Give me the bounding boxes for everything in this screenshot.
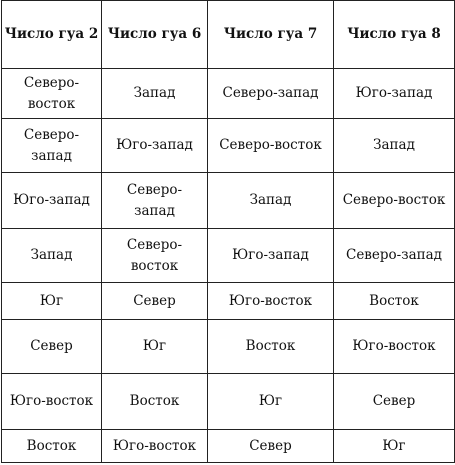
table-cell: [208, 229, 334, 283]
cell-text: Юг: [142, 338, 167, 354]
table-cell: [334, 69, 455, 119]
table-row: [2, 283, 455, 320]
cell-text: Юго-запад: [232, 247, 309, 263]
table-cell: [102, 320, 208, 374]
header-row: [2, 1, 455, 69]
table-cell: [2, 320, 102, 374]
cell-text: Юго-восток: [9, 393, 94, 409]
cell-text: Юго-запад: [116, 137, 193, 153]
table-cell: [2, 430, 102, 463]
table-row: [2, 69, 455, 119]
table-row: [2, 229, 455, 283]
header-cell: Число гуа 7: [208, 1, 334, 69]
cell-text: Северо-запад: [222, 85, 319, 101]
table-cell: [208, 69, 334, 119]
cell-text: Восток: [245, 338, 296, 354]
cell-text: Юго-запад: [355, 85, 433, 101]
table-cell: [2, 119, 102, 173]
cell-text: Северо-восток: [219, 137, 322, 153]
cell-text: Север: [372, 393, 416, 409]
table-cell: [208, 320, 334, 374]
cell-text: Север: [133, 292, 176, 309]
cell-text: Северо-запад: [345, 247, 442, 263]
cell-text: Север: [30, 338, 73, 354]
table-cell: [334, 374, 455, 430]
table-cell: [2, 173, 102, 229]
cell-text: Северо- восток: [23, 74, 80, 112]
cell-text: Юг: [382, 437, 406, 454]
cell-text: Восток: [26, 437, 77, 454]
table-cell: [208, 173, 334, 229]
table-cell: [102, 374, 208, 430]
cell-text: Северо- запад: [23, 126, 80, 164]
cell-text: Северо- восток: [126, 236, 183, 274]
table-cell: [102, 173, 208, 229]
cell-text: Восток: [369, 292, 419, 309]
table-row: [2, 374, 455, 430]
table-row: [2, 173, 455, 229]
header-cell: Число гуа 8: [334, 1, 455, 69]
cell-text: Запад: [249, 192, 292, 208]
table-cell: [334, 320, 455, 374]
cell-text: Запад: [373, 137, 415, 153]
cell-text: Юг: [258, 393, 283, 409]
header-cell: Число гуа 6: [102, 1, 208, 69]
cell-text: Юго-восток: [228, 292, 313, 309]
table-cell: [334, 173, 455, 229]
table-cell: [102, 119, 208, 173]
table-cell: [102, 430, 208, 463]
header-cell: Число гуа 2: [2, 1, 102, 69]
table-cell: [208, 430, 334, 463]
table-row: [2, 119, 455, 173]
gua-direction-table: [1, 0, 455, 463]
table-cell: [2, 374, 102, 430]
table-row: [2, 320, 455, 374]
cell-text: Юго-восток: [112, 437, 197, 454]
table-cell: [102, 69, 208, 119]
cell-text: Восток: [129, 393, 180, 409]
table-cell: [208, 283, 334, 320]
table-row: [2, 430, 455, 463]
table-cell: [2, 283, 102, 320]
table-cell: [208, 119, 334, 173]
cell-text: Северо-восток: [342, 192, 446, 208]
cell-text: Запад: [133, 85, 176, 101]
cell-text: Юго-восток: [352, 338, 436, 354]
table-cell: [334, 119, 455, 173]
cell-text: Юго-запад: [13, 192, 90, 208]
cell-text: Запад: [30, 247, 73, 263]
table-cell: [208, 374, 334, 430]
table-cell: [334, 229, 455, 283]
cell-text: Север: [249, 437, 292, 454]
table-cell: [2, 69, 102, 119]
cell-text: Юг: [39, 292, 64, 309]
table-cell: [334, 430, 455, 463]
table-cell: [334, 283, 455, 320]
table-cell: [2, 229, 102, 283]
table-cell: [102, 283, 208, 320]
cell-text: Северо- запад: [126, 181, 183, 219]
table-cell: [102, 229, 208, 283]
